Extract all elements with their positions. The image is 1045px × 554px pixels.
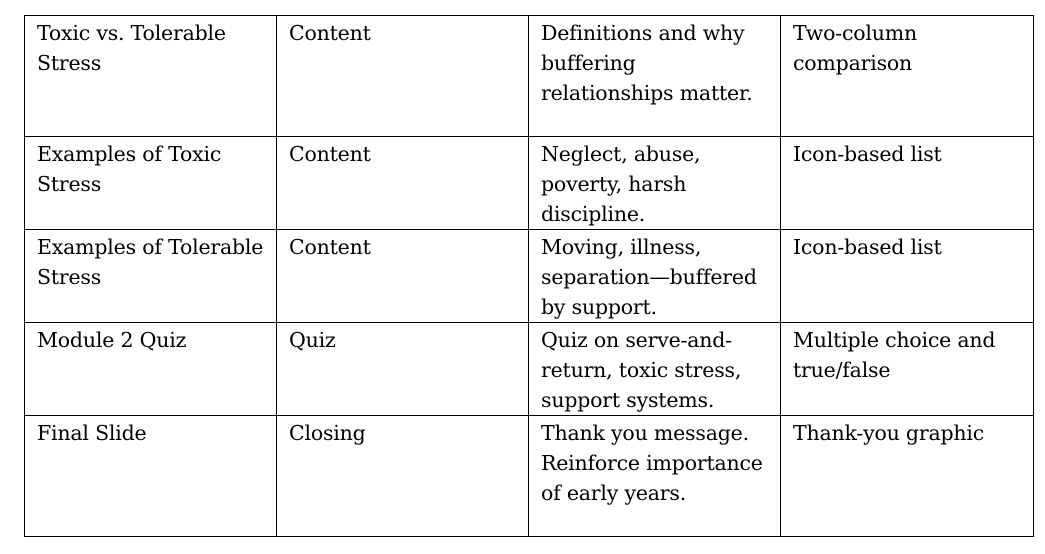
slide-title-cell [25,137,277,230]
slide-type-text: Closing [289,421,366,445]
slide-type-cell [277,137,529,230]
slide-title-cell [25,230,277,323]
slide-description-text: Neglect, abuse, poverty, harsh discipline. [541,142,701,226]
slide-description-text: Quiz on serve-and-return, toxic stress, support systems. [541,328,742,412]
slide-description-cell [529,416,781,537]
slide-format-text: Multiple choice and true/false [793,328,996,382]
table-row [25,230,1034,323]
slide-type-cell [277,323,529,416]
slide-title-cell [25,323,277,416]
slide-format-cell [781,323,1034,416]
slide-description-text: Thank you message. Reinforce importance of early years. [541,421,763,505]
slide-title-text: Final Slide [37,421,147,445]
slide-description-cell [529,137,781,230]
slide-format-cell [781,416,1034,537]
table-row [25,323,1034,416]
slide-title-cell [25,416,277,537]
slide-format-text: Thank-you graphic [793,421,985,445]
slide-format-cell [781,230,1034,323]
slide-type-cell [277,416,529,537]
slide-type-cell [277,16,529,137]
slide-description-cell [529,16,781,137]
storyboard-table [24,15,1034,537]
slide-format-text: Icon-based list [793,142,942,166]
slide-format-cell [781,137,1034,230]
table-row [25,137,1034,230]
slide-title-text: Toxic vs. Tolerable Stress [37,21,226,75]
slide-type-text: Content [289,142,371,166]
table-row [25,416,1034,537]
slide-title-text: Module 2 Quiz [37,328,187,352]
slide-format-text: Icon-based list [793,235,942,259]
slide-description-text: Definitions and why buffering relationships matter. [541,21,753,105]
slide-type-text: Content [289,21,371,45]
slide-type-cell [277,230,529,323]
slide-description-cell [529,230,781,323]
slide-title-text: Examples of Tolerable Stress [37,235,264,289]
slide-description-cell [529,323,781,416]
slide-title-cell [25,16,277,137]
slide-description-text: Moving, illness, separation—buffered by support. [541,235,757,319]
table-row [25,16,1034,137]
slide-format-text: Two-column comparison [793,21,917,75]
slide-title-text: Examples of Toxic Stress [37,142,222,196]
slide-type-text: Content [289,235,371,259]
slide-type-text: Quiz [289,328,336,352]
slide-format-cell [781,16,1034,137]
